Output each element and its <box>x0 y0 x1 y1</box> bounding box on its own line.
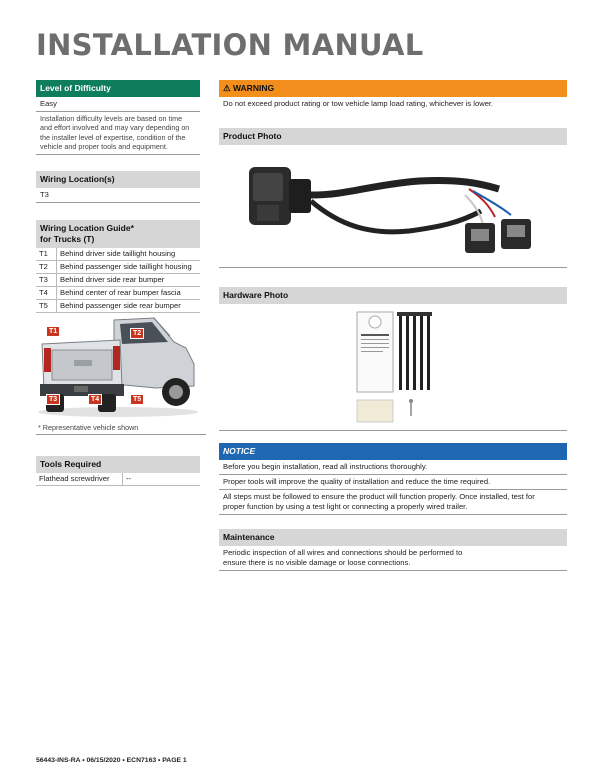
product-photo-header: Product Photo <box>219 128 567 145</box>
row-code: T2 <box>36 261 57 274</box>
wiring-guide-header-line1: Wiring Location Guide* <box>40 223 134 233</box>
row-text: Behind center of rear bumper fascia <box>57 287 201 300</box>
product-photo-section <box>219 128 567 268</box>
wiring-location-value: T3 <box>36 188 200 203</box>
label-t4: T4 <box>88 394 102 405</box>
table-row <box>36 274 200 287</box>
hardware-photo-header: Hardware Photo <box>219 287 567 304</box>
wiring-guide-table <box>36 248 200 313</box>
notice-line-2: Proper tools will improve the quality of installation and reduce the time required. <box>219 475 567 490</box>
label-t3: T3 <box>46 394 60 405</box>
label-t1: T1 <box>46 326 60 337</box>
warning-icon: ⚠ <box>223 83 233 93</box>
label-t5: T5 <box>130 394 144 405</box>
harness-image <box>219 145 567 267</box>
tool-qty: -- <box>123 473 201 486</box>
table-row <box>36 248 200 261</box>
tools-section <box>36 456 200 486</box>
tools-table <box>36 473 200 486</box>
row-code: T1 <box>36 248 57 261</box>
maintenance-header: Maintenance <box>219 529 567 546</box>
label-t2: T2 <box>130 328 144 339</box>
row-text: Behind passenger side taillight housing <box>57 261 201 274</box>
page-title: INSTALLATION MANUAL <box>36 28 424 62</box>
maintenance-text: Periodic inspection of all wires and connections should be performed to ensure there is no visible damage or loose connections. <box>219 546 567 571</box>
row-code: T4 <box>36 287 57 300</box>
notice-line-1: Before you begin installation, read all instructions thoroughly. <box>219 460 567 475</box>
table-row <box>36 261 200 274</box>
notice-section <box>219 443 567 515</box>
row-code: T5 <box>36 300 57 313</box>
wiring-location-header: Wiring Location(s) <box>36 171 200 188</box>
row-text: Behind passenger side rear bumper <box>57 300 201 313</box>
row-text: Behind driver side rear bumper <box>57 274 201 287</box>
warning-text: Do not exceed product rating or tow vehicle lamp load rating, whichever is lower. <box>223 99 494 108</box>
difficulty-level: Easy <box>36 97 200 112</box>
hardware-photo-section <box>219 287 567 431</box>
difficulty-header: Level of Difficulty <box>36 80 200 97</box>
row-text: Behind driver side taillight housing <box>57 248 201 261</box>
wiring-guide-section <box>36 220 200 313</box>
table-row <box>36 287 200 300</box>
wiring-guide-header-line2: for Trucks (T) <box>40 234 95 244</box>
vehicle-illustration <box>36 314 200 418</box>
footer: 56443-INS-RA • 06/15/2020 • ECN7163 • PAGE 1 <box>36 757 187 764</box>
maintenance-section <box>219 529 567 571</box>
wiring-location-section <box>36 171 200 203</box>
tools-header: Tools Required <box>36 456 200 473</box>
notice-line-3: All steps must be followed to ensure the product will function properly. Once installed, test for proper function by using a test light or connecting a properly wired trailer. <box>219 490 567 515</box>
hardware-photo <box>219 304 567 431</box>
truck-image <box>36 314 200 418</box>
warning-header-text: WARNING <box>232 83 275 93</box>
warning-section <box>219 80 567 111</box>
tool-name: Flathead screwdriver <box>36 473 123 486</box>
difficulty-section <box>36 80 200 155</box>
warning-header <box>219 80 567 97</box>
product-photo <box>219 145 567 268</box>
wiring-guide-header <box>36 220 200 248</box>
table-row <box>36 300 200 313</box>
difficulty-description: Installation difficulty levels are based on time and effort involved and may vary depending on the installer level of expertise, condition of the vehicle and proper tools and equipment. <box>36 112 200 155</box>
row-code: T3 <box>36 274 57 287</box>
table-row <box>36 473 200 486</box>
vehicle-note: * Representative vehicle shown <box>36 421 206 435</box>
notice-header: NOTICE <box>219 443 567 460</box>
hardware-image <box>219 304 567 430</box>
